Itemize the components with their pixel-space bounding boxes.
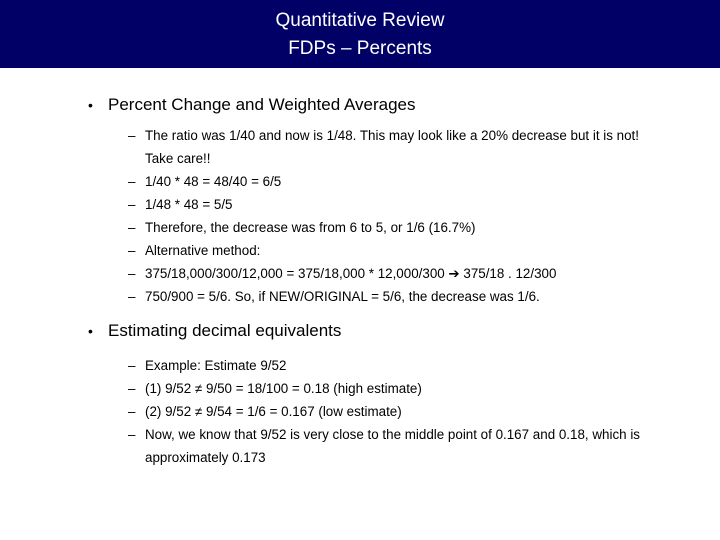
- dash-icon: –: [128, 358, 136, 373]
- dash-icon: –: [128, 266, 136, 281]
- list-item-text: The ratio was 1/40 and now is 1/48. This may look like a 20% decrease but it is not! Take care!!: [145, 128, 639, 166]
- list-item: [128, 400, 668, 423]
- list-item-text: 1/40 * 48 = 48/40 = 6/5: [145, 174, 282, 189]
- list-item: [128, 124, 668, 170]
- bullet-icon: •: [88, 323, 93, 339]
- dash-icon: –: [128, 289, 136, 304]
- section-heading: [88, 92, 668, 118]
- bullet-list: [88, 124, 668, 308]
- list-item-text: (1) 9/52 ≠ 9/50 = 18/100 = 0.18 (high estimate): [145, 381, 422, 396]
- list-item-text: Now, we know that 9/52 is very close to the middle point of 0.167 and 0.18, which is approximately 0.173: [145, 427, 640, 465]
- slide-subtitle: FDPs – Percents: [288, 38, 432, 59]
- list-item-text: 1/48 * 48 = 5/5: [145, 197, 233, 212]
- bullet-list: [88, 354, 668, 469]
- list-item: [128, 262, 668, 285]
- list-item-text: Therefore, the decrease was from 6 to 5, or 1/6 (16.7%): [145, 220, 476, 235]
- dash-icon: –: [128, 381, 136, 396]
- slide-title-bar: [0, 0, 720, 68]
- list-item-text: Example: Estimate 9/52: [145, 358, 287, 373]
- list-item: [128, 377, 668, 400]
- dash-icon: –: [128, 197, 136, 212]
- list-item: [128, 216, 668, 239]
- dash-icon: –: [128, 427, 136, 442]
- section-heading: [88, 318, 668, 344]
- list-item-text: Alternative method:: [145, 243, 261, 258]
- slide-content: [88, 92, 668, 479]
- bullet-icon: •: [88, 97, 93, 113]
- dash-icon: –: [128, 174, 136, 189]
- list-item: [128, 239, 668, 262]
- list-item: [128, 354, 668, 377]
- dash-icon: –: [128, 243, 136, 258]
- list-item-text: 375/18,000/300/12,000 = 375/18,000 * 12,000/300 ➔ 375/18 . 12/300: [145, 266, 557, 281]
- section-heading-text: Percent Change and Weighted Averages: [108, 95, 416, 114]
- list-item: [128, 193, 668, 216]
- list-item-text: 750/900 = 5/6. So, if NEW/ORIGINAL = 5/6, the decrease was 1/6.: [145, 289, 540, 304]
- list-item: [128, 170, 668, 193]
- section-estimating: [88, 318, 668, 469]
- section-heading-text: Estimating decimal equivalents: [108, 321, 342, 340]
- list-item-text: (2) 9/52 ≠ 9/54 = 1/6 = 0.167 (low estimate): [145, 404, 402, 419]
- list-item: [128, 423, 668, 469]
- slide-title: Quantitative Review: [275, 10, 445, 31]
- dash-icon: –: [128, 404, 136, 419]
- section-percent-change: [88, 92, 668, 308]
- dash-icon: –: [128, 128, 136, 143]
- dash-icon: –: [128, 220, 136, 235]
- list-item: [128, 285, 668, 308]
